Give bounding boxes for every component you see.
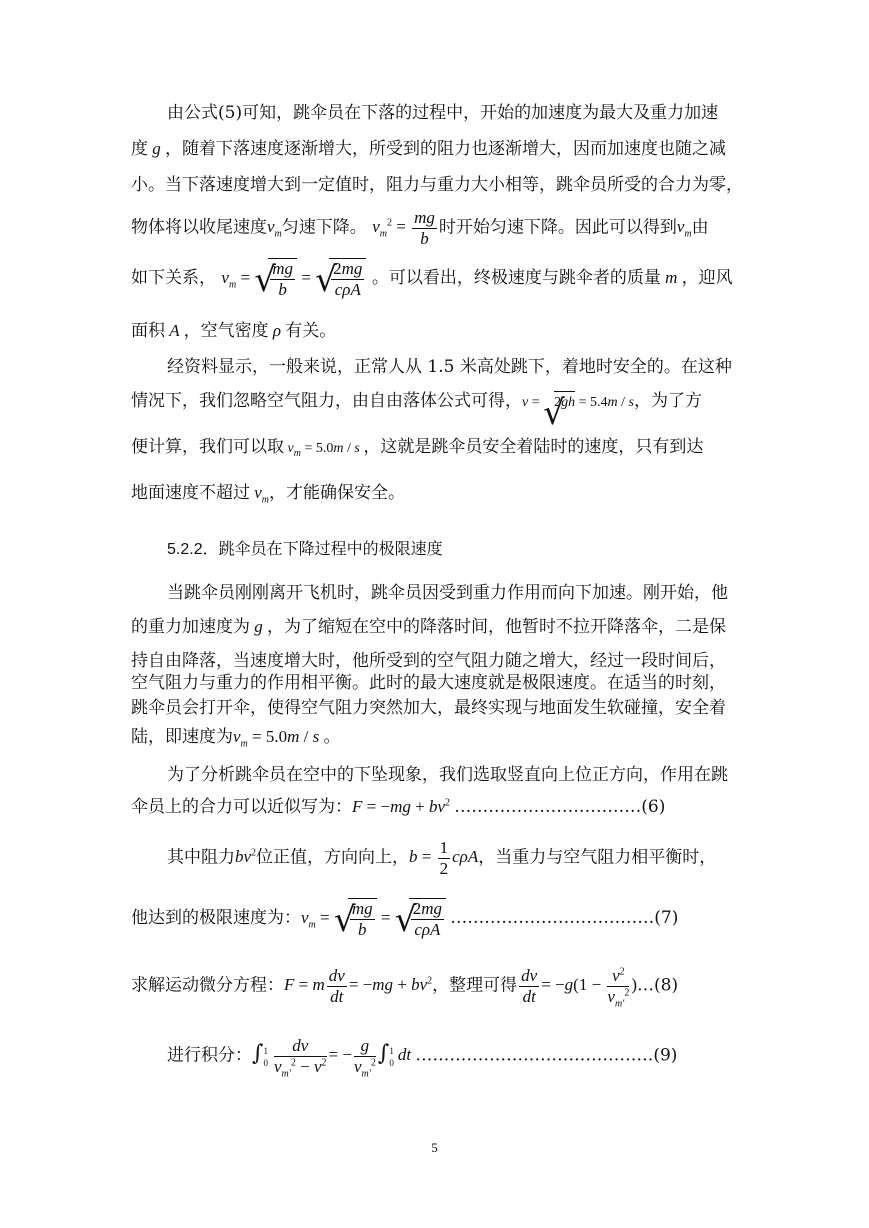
- text: 由公式(5)可知，跳伞员在下落的过程中，开始的加速度为最大及重力加速: [167, 103, 719, 123]
- text: ，当重力与空气阻力相平衡时，: [478, 847, 717, 868]
- text: 伞员上的合力可以近似写为：: [131, 797, 352, 817]
- math-vm-5: $v_m = 5.0m / s$: [284, 441, 364, 459]
- text: 由: [691, 217, 709, 238]
- text: ，这就是跳伞员安全着陆时的速度，只有到达: [363, 437, 704, 457]
- text-line: [167, 356, 777, 378]
- text: 物体将以收尾速度: [131, 217, 267, 238]
- text-line: [131, 650, 741, 672]
- text: 的重力加速度为: [131, 617, 250, 637]
- text: 为了分析跳伞员在空中的下坠现象，我们选取竖直向上位正方向，作用在跳: [167, 765, 728, 785]
- text-line: [131, 436, 741, 460]
- text: ，为了方: [634, 391, 702, 411]
- text-line: [131, 796, 741, 818]
- math-ode-simplified: $\frac{dv}{dt}$ = −g(1 − $\frac{v^2}{v_{m'}^2}$ ): [521, 966, 637, 1010]
- text: ，迎风: [681, 267, 733, 288]
- text: 情况下，我们忽略空气阻力，由自由落体公式可得，: [131, 391, 522, 411]
- text-line: [167, 764, 777, 786]
- text: 空气阻力与重力的作用相平衡。此时的最大速度就是极限速度。在适当的时刻，: [131, 673, 726, 693]
- math-integral: ∫1 0 $\frac{dv}{v_{m'}^2 - v^2}$ = − $\frac{g}{v_{m'}^2}$ ∫1 0 dt: [252, 1036, 416, 1080]
- math-rho: ρ: [268, 321, 286, 340]
- text-line: [167, 102, 777, 124]
- text: 进行积分：: [167, 1045, 252, 1066]
- text-line: [131, 898, 741, 940]
- text: 跳伞员会打开伞，使得空气阻力突然加大，最终实现与地面发生软碰撞，安全着: [131, 698, 726, 718]
- text-line: [167, 582, 777, 604]
- text: …(8): [637, 975, 679, 996]
- math-bv2: $bv^2$: [235, 847, 257, 867]
- section-heading: 5.2.2．跳伞员在下降过程中的极限速度: [167, 541, 443, 558]
- text: 。: [323, 727, 341, 747]
- text: ，为了缩短在空中的降落时间，他暂时不拉开降落伞，二是保: [267, 617, 726, 637]
- text: 他达到的极限速度为：: [131, 907, 301, 928]
- math-vm-squared-eq: $v_m^2$ = $\frac{mg}{b}$: [372, 208, 435, 248]
- text: 面积: [131, 321, 165, 341]
- math-vm: $v_m$: [676, 217, 692, 240]
- text-line: [167, 838, 777, 879]
- math-g: g: [250, 617, 267, 636]
- math-terminal-velocity: $v_m$ = √ $\frac{mg}{b}$ = √ $\frac{2mg}{\text{cρA}}$: [221, 268, 366, 287]
- text: ，随着下落速度逐渐增大，所受到的阻力也逐渐增大，因而加速度也随之减: [165, 139, 726, 159]
- text-line: [131, 966, 741, 1010]
- math-limit-velocity: $v_m$ = √ $\frac{mg}{b}$ = √ $\frac{2mg}{\text{cρA}}$: [301, 908, 450, 927]
- text: ……………………………(6): [454, 797, 666, 817]
- text: 其中阻力: [167, 847, 235, 868]
- math-free-fall: v = √ 2gh = 5.4m / s: [522, 395, 634, 410]
- text: ，空气密度: [183, 321, 269, 341]
- text: 小。当下落速度增大到一定值时，阻力与重力大小相等，跳伞员所受的合力为零，: [131, 175, 743, 195]
- text-line: [131, 320, 741, 342]
- text-line: [131, 138, 741, 160]
- math-vm: $v_m$: [267, 217, 282, 240]
- text: 经资料显示，一般来说，正常人从 1.5 米高处跳下，着地时安全的。在这种: [167, 357, 732, 377]
- text: 时开始匀速下降。因此可以得到: [438, 217, 677, 238]
- math-b-def: b = $\frac{1}{2}$ cρA: [409, 838, 479, 878]
- text: 陆，即速度为: [131, 727, 233, 747]
- text-line: [167, 1036, 777, 1080]
- text: 匀速下降。: [281, 217, 367, 238]
- text-line: [131, 482, 741, 504]
- math-ode: F = m $\frac{dv}{dt}$ = $-mg + bv^2$: [284, 966, 433, 1006]
- text-line: [131, 208, 741, 249]
- text: ……………………………………(9): [415, 1045, 678, 1066]
- text: 求解运动微分方程：: [131, 975, 284, 996]
- math-g: g: [148, 139, 165, 158]
- text: ，才能确保安全。: [269, 483, 406, 503]
- text: 持自由降落，当速度增大时，他所受到的空气阻力随之增大，经过一段时间后，: [131, 651, 726, 671]
- text-line: [131, 258, 741, 300]
- text-line: [131, 616, 741, 638]
- text: 当跳伞员刚刚离开飞机时，跳伞员因受到重力作用而向下加速。刚开始，他: [167, 583, 728, 603]
- text: 。可以看出，终极速度与跳伞者的质量: [371, 267, 661, 288]
- fraction-mg-over-b: $\frac{mg}{b}$: [414, 208, 435, 248]
- math-net-force: $F = -mg + bv^2$: [352, 797, 450, 816]
- text-line: [131, 672, 741, 694]
- text: 位正值，方向向上，: [256, 847, 410, 868]
- text: 有关。: [285, 321, 337, 341]
- text: 地面速度不超过: [131, 483, 250, 503]
- math-vm: $v_m$: [250, 483, 270, 506]
- text-line: [131, 697, 741, 719]
- math-vm-5: $v_m = 5.0m / s$: [233, 727, 324, 750]
- page-number: 5: [431, 1140, 438, 1155]
- math-m: m: [660, 267, 682, 287]
- text-line: [131, 174, 741, 196]
- text: 便计算，我们可以取: [131, 437, 284, 457]
- text-line: [131, 726, 741, 748]
- text: 度: [131, 139, 148, 159]
- text: 如下关系，: [131, 267, 216, 288]
- text: ，整理可得: [432, 975, 518, 996]
- text-line: [131, 390, 741, 414]
- text: ………………………………(7): [450, 907, 679, 928]
- math-A: A: [165, 321, 184, 340]
